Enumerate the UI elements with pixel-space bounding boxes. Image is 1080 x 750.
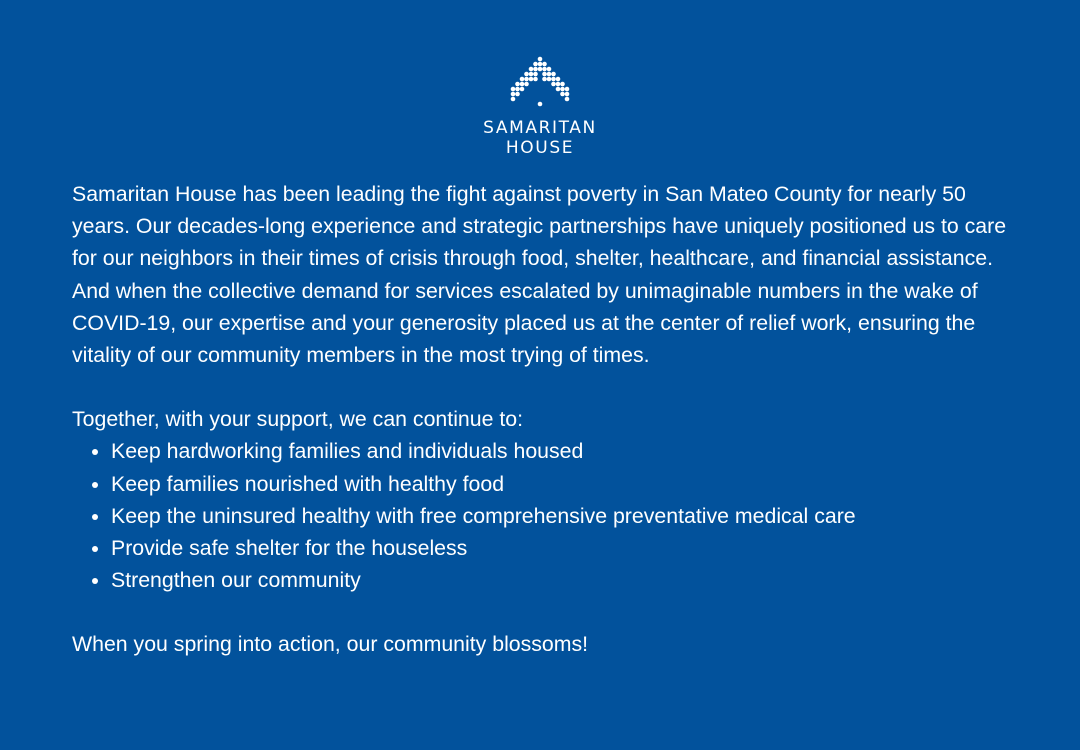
list-item: • Keep the uninsured healthy with free comprehensive preventative medical care	[111, 500, 1022, 532]
list-item: • Strengthen our community	[111, 564, 1022, 596]
list-item: • Keep hardworking families and individuals housed	[111, 435, 1022, 467]
intro-paragraph: Samaritan House has been leading the fight against poverty in San Mateo County for nearly 50 years. Our decades-long experience and strategic partnerships have uniquely positioned us to care for our neighbors in their times of crisis through food, shelter, healthcare, and financial assistance. And when the collective demand for services escalated by unimaginable numbers in the wake of COVID-19, our expertise and your generosity placed us at the center of relief work, ensuring the vitality of our community members in the most trying of times.	[72, 182, 1007, 368]
spacer	[72, 596, 1022, 628]
closing-line: When you spring into action, our community blossoms!	[72, 632, 589, 657]
spacer	[72, 371, 1022, 403]
logo-wordmark-line-1: SAMARITAN	[483, 118, 597, 138]
main-text	[72, 178, 1022, 661]
support-list	[72, 435, 1022, 596]
logo-wordmark-line-2: HOUSE	[505, 138, 575, 158]
dotted-roof-icon	[510, 56, 570, 108]
samaritan-house-logo	[0, 56, 1080, 158]
list-item: • Provide safe shelter for the houseless	[111, 532, 1022, 564]
list-item: • Keep families nourished with healthy food	[111, 468, 1022, 500]
list-intro: Together, with your support, we can continue to:	[72, 407, 524, 432]
